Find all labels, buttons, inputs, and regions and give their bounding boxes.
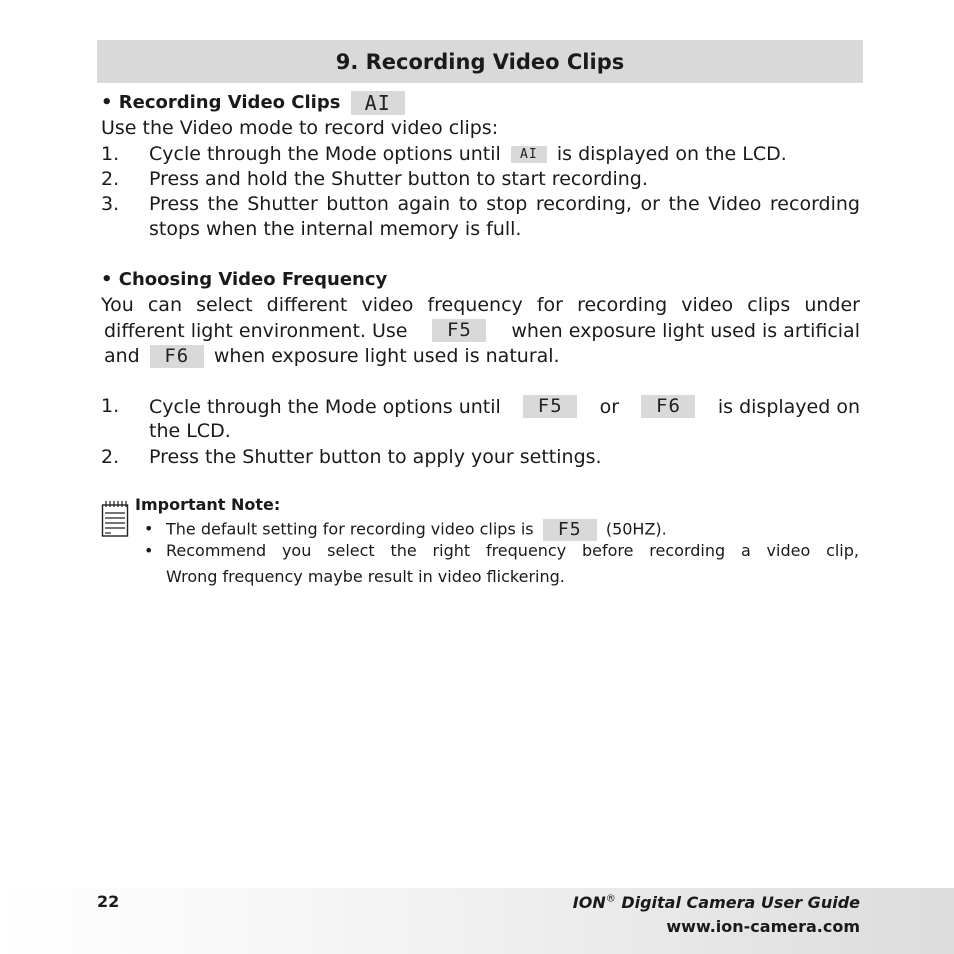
lcd-ai-small-icon: AI — [511, 146, 547, 163]
section-heading-recording: • Recording Video Clips AI — [101, 91, 405, 115]
note-bullet-dot: • — [144, 541, 154, 560]
step-number: 2. — [101, 168, 120, 190]
website-url: www.ion-camera.com — [666, 917, 860, 936]
frequency-para-line1: You can select different video frequency for recording video clips under — [101, 294, 860, 316]
lcd-f5-icon: F5 — [543, 519, 597, 541]
step-3-line2: stops when the internal memory is full. — [149, 218, 522, 240]
step-number: 3. — [101, 193, 120, 215]
lcd-f6-icon: F6 — [150, 345, 204, 368]
note-bullet-2-line1: Recommend you select the right frequency before recording a video clip, — [166, 541, 859, 560]
note-title: Important Note: — [135, 495, 281, 514]
step-number: 1. — [101, 143, 120, 165]
page-title — [97, 40, 863, 83]
frequency-para-line2: different light environment. Use F5 when exposure light used is artificial — [104, 319, 860, 342]
freq-step-1-line1: Cycle through the Mode options until F5 or F6 is displayed on — [149, 395, 860, 418]
notepad-icon — [101, 500, 129, 542]
page-title-text: 9. Recording Video Clips — [335, 49, 625, 74]
page-number: 22 — [97, 892, 120, 911]
freq-step-2-text: Press the Shutter button to apply your settings. — [149, 446, 602, 468]
note-bullet-1: The default setting for recording video clips is F5 (50HZ). — [166, 519, 667, 540]
intro-text: Use the Video mode to record video clips: — [101, 117, 499, 139]
frequency-para-line3: and F6 when exposure light used is natural. — [104, 345, 560, 367]
step-number: 2. — [101, 446, 120, 468]
section-heading-frequency: • Choosing Video Frequency — [101, 269, 388, 290]
guide-title: ION® Digital Camera User Guide — [572, 893, 860, 912]
lcd-f6-icon: F6 — [641, 395, 695, 418]
lcd-f5-icon: F5 — [432, 319, 486, 342]
freq-step-1-line2: the LCD. — [149, 420, 231, 442]
step-1-text: Cycle through the Mode options until AI is displayed on the LCD. — [149, 143, 787, 165]
step-number: 1. — [101, 395, 120, 417]
step-3-line1: Press the Shutter button again to stop recording, or the Video recording — [149, 193, 860, 215]
note-bullet-dot: • — [144, 519, 154, 538]
note-bullet-2-line2: Wrong frequency maybe result in video flickering. — [166, 567, 565, 586]
lcd-f5-icon: F5 — [523, 395, 577, 418]
step-2-text: Press and hold the Shutter button to start recording. — [149, 168, 648, 190]
lcd-ai-icon: AI — [351, 91, 405, 115]
